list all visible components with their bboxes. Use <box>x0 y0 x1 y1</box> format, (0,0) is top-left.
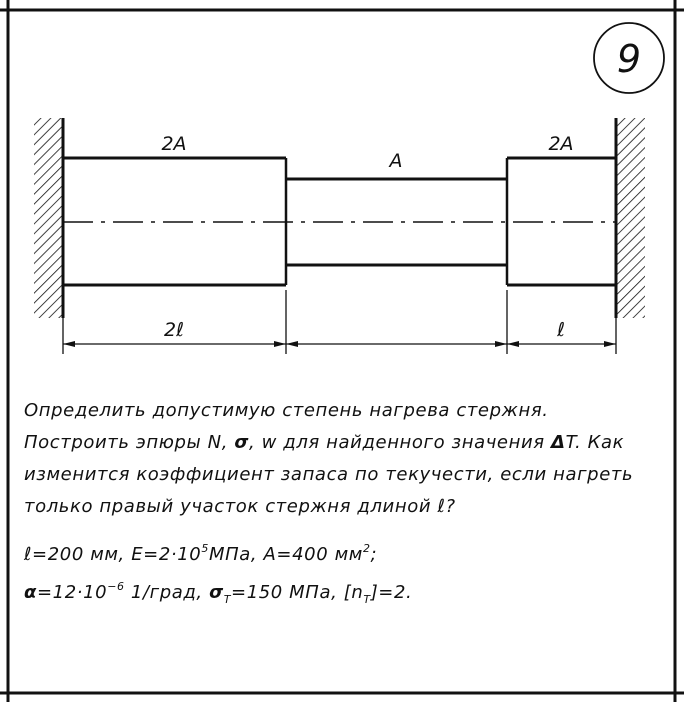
right-wall-support <box>616 118 645 318</box>
task-line-3: изменится коэффициент запаса по текучести, если нагреть <box>24 464 634 485</box>
task-line-4: только правый участок стержня длиной ℓ? <box>24 496 456 517</box>
left-segment-area-label: 2A <box>161 133 187 155</box>
given-data <box>23 542 412 606</box>
task-line-1: Определить допустимую степень нагрева стержня. <box>24 400 549 421</box>
right-length-label: ℓ <box>557 319 565 341</box>
left-length-label: 2ℓ <box>164 319 184 341</box>
given-line-2: $\alpha=12\cdot 10^{-6}$ 1/град, $\sigma_T=150$ МПа, $[n_T]=2$. <box>24 580 413 606</box>
problem-number: 9 <box>616 37 642 81</box>
problem-number-badge <box>594 23 664 93</box>
right-segment-area-label: 2A <box>548 133 574 155</box>
dimension-lines <box>63 290 616 354</box>
left-wall-support <box>34 118 63 318</box>
stepped-rod <box>63 158 616 285</box>
given-line-1: ℓ=200 мм, $E=2\cdot 10^5МПа$, A=400 $мм^2$; <box>24 542 378 565</box>
task-statement <box>24 400 633 517</box>
middle-segment-area-label: A <box>389 150 403 172</box>
task-line-2: Построить эпюры N, σ, w для найденного значения ΔT. Как <box>24 432 625 453</box>
